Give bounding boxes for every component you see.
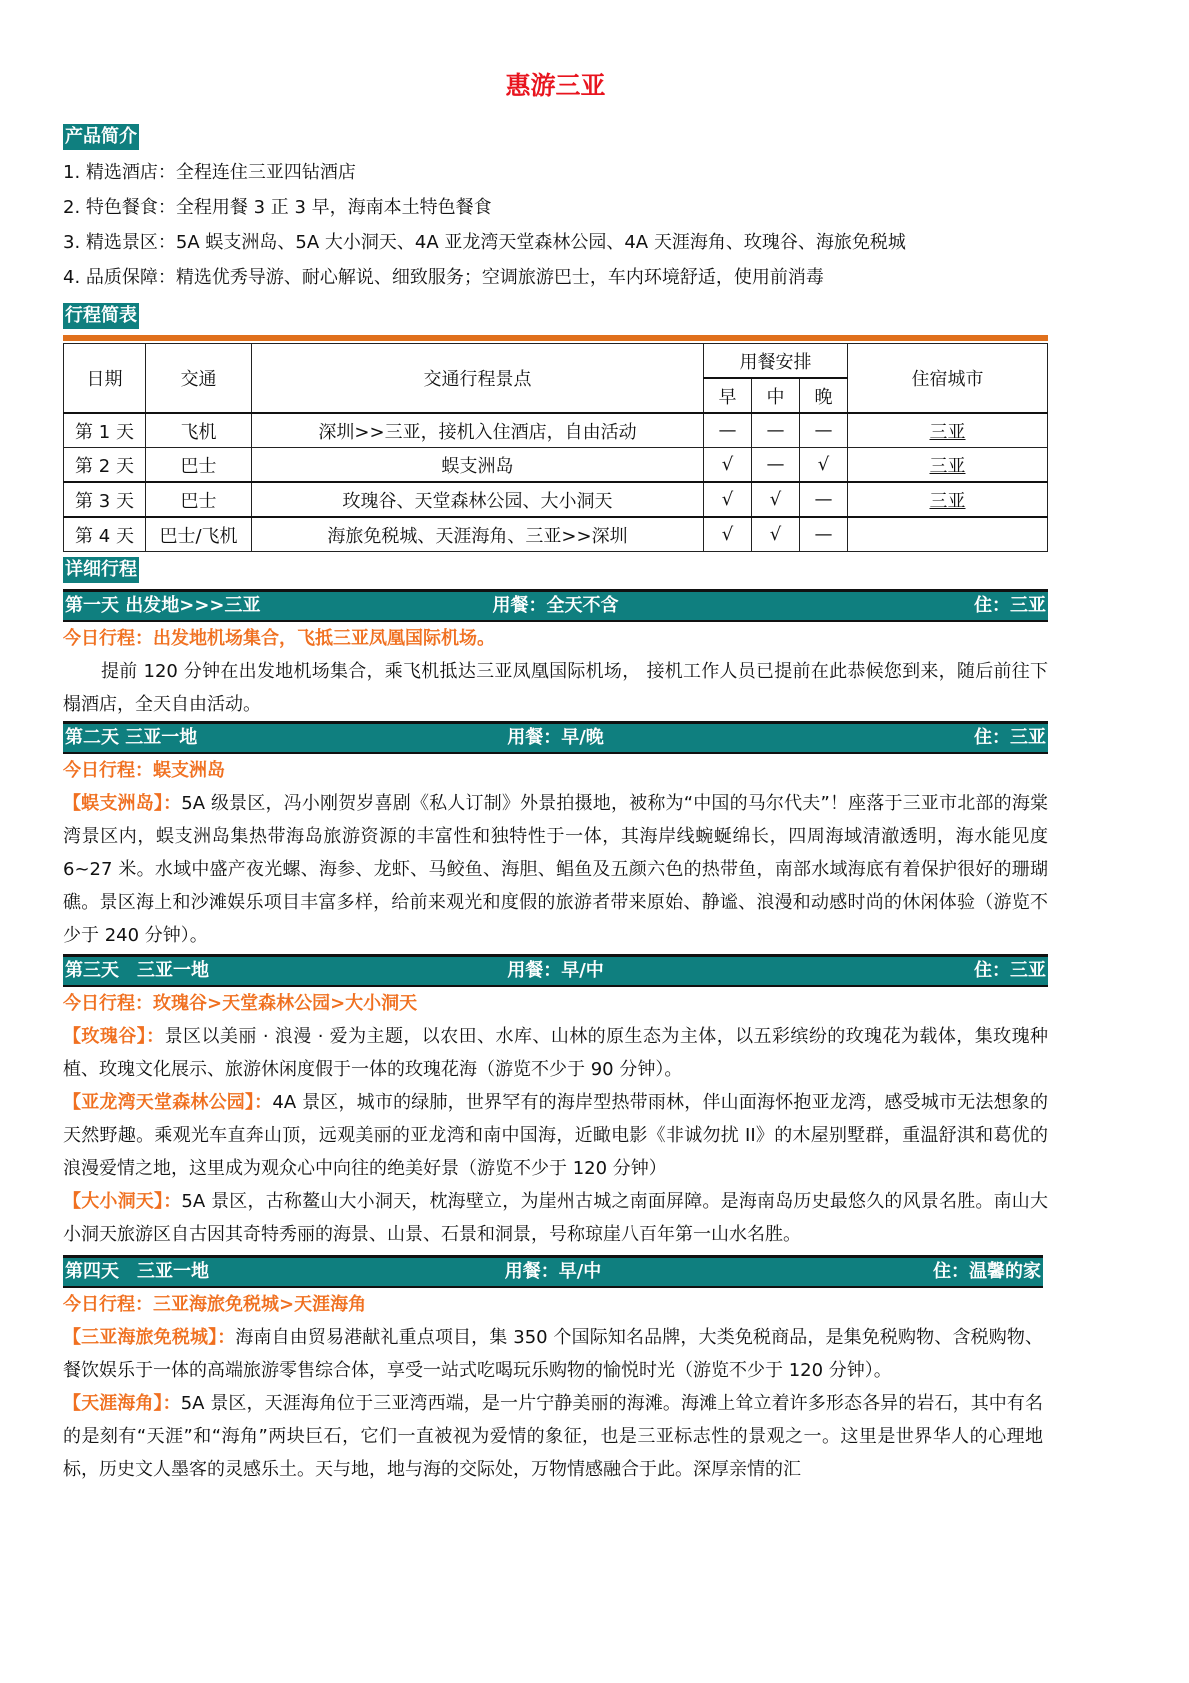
day-1-section [63,589,1048,721]
cell-dinner: — [800,517,848,552]
attraction-name: 【亚龙湾天堂森林公园】： [63,1092,273,1113]
cell-date: 第 4 天 [64,517,146,552]
table-row [64,517,1048,552]
cell-date: 第 1 天 [64,413,146,448]
cell-city: 三亚 [929,490,966,512]
day-stay: 住：温馨的家 [932,1261,1041,1282]
cell-transport: 巴士 [146,482,252,517]
intro-list [63,155,1048,295]
attraction-name: 【玫瑰谷】： [63,1026,165,1047]
attraction-name: 【大小洞天】： [63,1191,182,1212]
cell-route: 蜈支洲岛 [252,448,704,483]
cell-transport: 巴士/飞机 [146,517,252,552]
day-header [63,1255,1043,1288]
cell-breakfast: √ [704,482,752,517]
section-label-schedule: 行程简表 [63,303,139,329]
para-text: 5A 景区，天涯海角位于三亚湾西端，是一片宁静美丽的海滩。海滩上耸立着许多形态各异的岩石，其中有名的是刻有“天涯”和“海角”两块巨石，它们一直被视为爱情的象征，也是三亚标志性的景观之一。这里是世界华人的心理地标，历史文人墨客的灵感乐土。天与地，地与海的交际处，万物情感融合于此。深厚亲情的汇 [63,1393,1044,1480]
day-stay: 住：三亚 [974,595,1046,616]
header-lunch: 中 [752,378,800,413]
header-meals: 用餐安排 [704,344,848,379]
day-paragraph [63,1086,1048,1185]
document-title: 惠游三亚 [505,71,606,100]
cell-date: 第 2 天 [64,448,146,483]
cell-lunch: — [752,448,800,483]
cell-date: 第 3 天 [64,482,146,517]
day-meal: 用餐：全天不含 [492,595,619,616]
cell-transport: 飞机 [146,413,252,448]
cell-lunch: — [752,413,800,448]
cell-city: 三亚 [929,421,966,443]
header-breakfast: 早 [704,378,752,413]
day-title: 第四天 三亚一地 [65,1261,209,1282]
day-summary: 今日行程：蜈支洲岛 [63,760,225,781]
day-paragraph [63,655,1048,721]
cell-breakfast: √ [704,517,752,552]
header-route: 交通行程景点 [252,344,704,414]
para-text: 5A 级景区，冯小刚贺岁喜剧《私人订制》外景拍摄地，被称为“中国的马尔代夫”！座落于三亚市北部的海棠湾景区内，蜈支洲岛集热带海岛旅游资源的丰富性和独特性于一体，其海岸线蜿蜒绵长，四周海域清澈透明，海水能见度 6~27 米。水域中盛产夜光螺、海参、龙虾、马鲛鱼、海胆、鲳鱼及五颜六色的热带鱼，南部水域海底有着保护很好的珊瑚礁。景区海上和沙滩娱乐项目丰富多样，给前来观光和度假的旅游者带来原始、静谧、浪漫和动感时尚的休闲体验（游览不少于 240 分钟）。 [63,793,1048,946]
table-row [64,482,1048,517]
day-meal: 用餐：早/中 [507,960,604,981]
attraction-name: 【三亚海旅免税城】： [63,1327,236,1348]
day-summary: 今日行程：出发地机场集合，飞抵三亚凤凰国际机场。 [63,628,495,649]
day-paragraph [63,1020,1048,1086]
intro-item: 3. 精选景区：5A 蜈支洲岛、5A 大小洞天、4A 亚龙湾天堂森林公园、4A 天涯海角、玫瑰谷、海旅免税城 [63,232,906,253]
cell-breakfast: √ [704,448,752,483]
cell-dinner: — [800,413,848,448]
orange-divider [63,335,1048,341]
day-paragraph [63,1185,1048,1251]
para-text: 海南自由贸易港献礼重点项目，集 350 个国际知名品牌，大类免税商品，是集免税购物、含税购物、餐饮娱乐于一体的高端旅游零售综合体，享受一站式吃喝玩乐购物的愉悦时光（游览不少于 120 分钟）。 [63,1327,1043,1381]
day-stay: 住：三亚 [974,960,1046,981]
day-header [63,589,1048,622]
day-title: 第二天 三亚一地 [65,727,198,748]
header-transport: 交通 [146,344,252,414]
day-summary: 今日行程：三亚海旅免税城>天涯海角 [63,1294,367,1315]
header-city: 住宿城市 [848,344,1048,414]
intro-item: 1. 精选酒店：全程连住三亚四钻酒店 [63,162,356,183]
section-label-intro: 产品简介 [63,124,139,150]
day-title: 第一天 出发地>>>三亚 [65,595,261,616]
intro-item: 4. 品质保障：精选优秀导游、耐心解说、细致服务；空调旅游巴士，车内环境舒适，使用前消毒 [63,267,824,288]
attraction-name: 【天涯海角】： [63,1393,181,1414]
schedule-table [63,343,1048,552]
header-dinner: 晚 [800,378,848,413]
para-text: 4A 景区，城市的绿肺，世界罕有的海岸型热带雨林，伴山面海怀抱亚龙湾，感受城市无法想象的天然野趣。乘观光车直奔山顶，远观美丽的亚龙湾和南中国海，近瞰电影《非诚勿扰 II》的木屋别墅群，重温舒淇和葛优的浪漫爱情之地，这里成为观众心中向往的绝美好景（游览不少于 120 分钟） [63,1092,1049,1179]
day-stay: 住：三亚 [974,727,1046,748]
cell-dinner: √ [800,448,848,483]
para-text: 5A 景区，古称鳌山大小洞天，枕海壁立，为崖州古城之南面屏障。是海南岛历史最悠久的风景名胜。南山大小洞天旅游区自古因其奇特秀丽的海景、山景、石景和洞景，号称琼崖八百年第一山水名胜。 [63,1191,1048,1245]
table-row [64,448,1048,483]
day-paragraph [63,787,1048,952]
cell-route: 海旅免税城、天涯海角、三亚>>深圳 [252,517,704,552]
header-date: 日期 [64,344,146,414]
cell-route: 玫瑰谷、天堂森林公园、大小洞天 [252,482,704,517]
day-meal: 用餐：早/中 [504,1261,602,1282]
day-paragraph [63,1387,1043,1486]
intro-item: 2. 特色餐食：全程用餐 3 正 3 早，海南本土特色餐食 [63,197,492,218]
section-label-detail: 详细行程 [63,557,139,583]
attraction-name: 【蜈支洲岛】： [63,793,182,814]
day-summary: 今日行程：玫瑰谷>天堂森林公园>大小洞天 [63,993,418,1014]
day-paragraph [63,1321,1043,1387]
cell-city: 三亚 [929,455,966,477]
para-text: 提前 120 分钟在出发地机场集合，乘飞机抵达三亚凤凰国际机场， 接机工作人员已提前在此恭候您到来，随后前往下榻酒店，全天自由活动。 [63,661,1048,715]
table-row [64,413,1048,448]
cell-transport: 巴士 [146,448,252,483]
day-header [63,721,1048,754]
day-3-section [63,954,1048,1251]
cell-lunch: √ [752,517,800,552]
day-2-section [63,721,1048,952]
day-title: 第三天 三亚一地 [65,960,209,981]
para-text: 景区以美丽 · 浪漫 · 爱为主题，以农田、水库、山林的原生态为主体，以五彩缤纷的玫瑰花为载体，集玫瑰种植、玫瑰文化展示、旅游休闲度假于一体的玫瑰花海（游览不少于 90 分钟）。 [63,1026,1049,1080]
cell-dinner: — [800,482,848,517]
cell-route: 深圳>>三亚，接机入住酒店，自由活动 [252,413,704,448]
day-header [63,954,1048,987]
cell-breakfast: — [704,413,752,448]
day-meal: 用餐：早/晚 [507,727,604,748]
cell-lunch: √ [752,482,800,517]
day-4-section [63,1255,1043,1486]
